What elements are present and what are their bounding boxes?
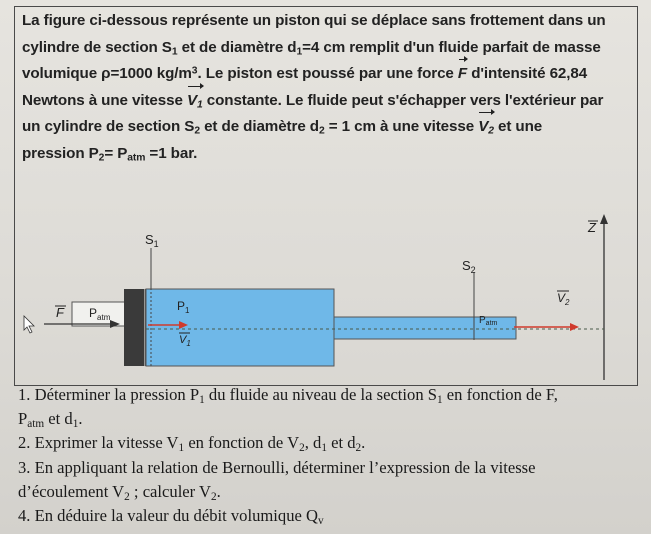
- label-v2: $V_2$: [557, 291, 570, 307]
- text: cylindre de section S: [22, 38, 172, 56]
- large-cylinder-fluid: [146, 289, 334, 366]
- text: 2. Exprimer la vitesse V: [18, 433, 179, 453]
- subscript: 1: [321, 442, 327, 455]
- label-z: Z: [588, 220, 596, 235]
- superscript: 3: [191, 65, 198, 77]
- subscript: 2: [98, 152, 105, 164]
- text: d’écoulement V: [18, 481, 125, 501]
- text: .: [361, 433, 366, 453]
- label-patm-right: $P_{atm}$: [479, 315, 498, 327]
- z-axis-arrowhead: [600, 214, 608, 224]
- label-v1: $V_1$: [179, 334, 191, 348]
- subscript: 1: [437, 393, 443, 406]
- text: V: [186, 91, 197, 109]
- text: = P: [104, 144, 128, 162]
- text: 4. En déduire la valeur du débit volumique Q: [18, 506, 318, 526]
- text: et d: [326, 433, 356, 453]
- text: .: [78, 409, 83, 429]
- text: .: [216, 481, 221, 501]
- subscript: 2: [211, 490, 217, 503]
- intro-line-5: [22, 114, 632, 141]
- label-s1: $S_1$: [145, 232, 159, 249]
- subscript: 1: [199, 393, 205, 406]
- intro-line-6: [22, 141, 632, 168]
- v2-arrowhead: [570, 323, 579, 331]
- text: . Le piston est poussé par une force: [197, 65, 458, 82]
- subscript: 2: [318, 125, 325, 137]
- question-3: [18, 456, 643, 480]
- intro-line-3: [22, 61, 632, 88]
- velocity1-vector-symbol: [187, 88, 203, 115]
- question-1: [18, 383, 643, 407]
- piston-diagram: [14, 210, 634, 382]
- question-list: [18, 383, 643, 528]
- text: et de diamètre d: [177, 38, 297, 56]
- text: volumique ρ=1000 kg/m: [22, 65, 192, 82]
- intro-line-1: [22, 8, 632, 35]
- text: P: [18, 409, 28, 429]
- text: La figure ci-dessous représente un piston qui se déplace sans frottement dans un: [22, 12, 606, 29]
- text: = 1 cm à une vitesse: [324, 118, 479, 135]
- subscript: 2: [299, 442, 305, 455]
- text: en fonction de F,: [442, 385, 558, 404]
- intro-line-4: [22, 88, 632, 115]
- subscript: 1: [171, 46, 178, 58]
- velocity2-vector-symbol: [478, 114, 494, 141]
- text: d'intensité 62,84: [467, 65, 588, 82]
- label-p1: $P_1$: [177, 299, 190, 315]
- text: et d: [44, 409, 73, 429]
- text: Newtons à une vitesse: [22, 91, 187, 109]
- problem-statement: [22, 8, 632, 167]
- text: en fonction de V: [184, 433, 300, 453]
- subscript: 1: [196, 99, 203, 111]
- text: un cylindre de section S: [22, 118, 195, 135]
- label-patm-left: $P_{atm}$: [89, 306, 111, 322]
- subscript: 2: [194, 125, 200, 137]
- force-vector-symbol: F: [458, 61, 467, 88]
- mouse-cursor-icon: [24, 316, 34, 333]
- text: et de diamètre d: [199, 118, 319, 135]
- question-4: [18, 504, 643, 528]
- text: du fluide au niveau de la section S: [204, 385, 437, 404]
- text: pression P: [22, 144, 99, 162]
- text: , d: [304, 433, 322, 453]
- text: V: [478, 118, 489, 135]
- subscript: 1: [178, 442, 185, 455]
- subscript: v: [318, 514, 324, 527]
- piston: [124, 289, 144, 366]
- text: constante. Le fluide peut s'échapper vers l'extérieur par: [202, 91, 604, 109]
- intro-line-2: [22, 35, 632, 62]
- text: ; calculer V: [129, 481, 212, 501]
- text: 1. Déterminer la pression P: [18, 385, 200, 404]
- text: =1 bar.: [145, 144, 198, 162]
- subscript: 1: [72, 418, 79, 431]
- label-force: F: [56, 305, 64, 320]
- text: et une: [493, 118, 543, 135]
- question-2: [18, 431, 643, 455]
- label-s2: $S_2$: [462, 258, 476, 275]
- subscript: 2: [488, 125, 494, 137]
- subscript: 2: [124, 490, 130, 503]
- subscript: 1: [296, 46, 303, 58]
- question-1-cont: [18, 407, 643, 431]
- text: 3. En appliquant la relation de Bernoulli, déterminer l’expression de la vitesse: [18, 457, 536, 477]
- question-3-cont: [18, 480, 643, 504]
- subscript: atm: [127, 152, 146, 164]
- subscript: 2: [355, 442, 362, 455]
- text: =4 cm remplit d'un fluide parfait de masse: [302, 38, 601, 56]
- subscript: atm: [27, 418, 45, 431]
